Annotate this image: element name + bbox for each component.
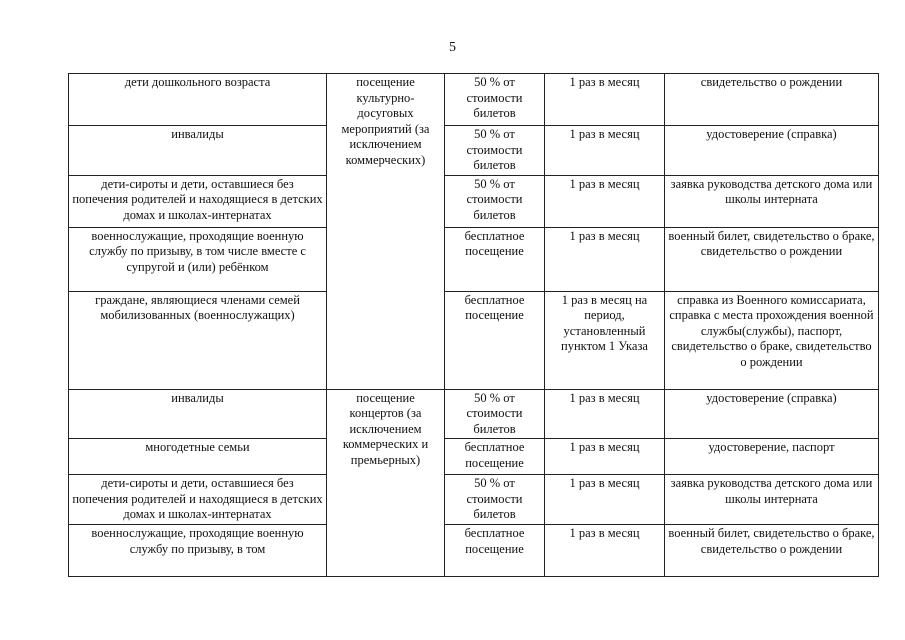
frequency-cell: 1 раз в месяц [545,439,665,475]
document-cell: свидетельство о рождении [665,74,879,126]
frequency-cell: 1 раз в месяц [545,74,665,126]
category-cell: дети-сироты и дети, оставшиеся без попечения родителей и находящиеся в детских домах и школах-интернатах [69,175,327,227]
benefit-cell: 50 % от стоимости билетов [445,175,545,227]
category-cell: граждане, являющиеся членами семей мобилизованных (военнослужащих) [69,291,327,389]
benefits-table [68,73,879,577]
table-row [69,74,879,126]
event-cell: посещение культурно-досуговых мероприятий (за исключением коммерческих) [327,74,445,390]
document-cell: военный билет, свидетельство о браке, свидетельство о рождении [665,227,879,291]
benefit-cell: бесплатное посещение [445,439,545,475]
category-cell: инвалиды [69,126,327,176]
document-cell: удостоверение (справка) [665,126,879,176]
table-row [69,175,879,227]
category-cell: дети дошкольного возраста [69,74,327,126]
frequency-cell: 1 раз в месяц [545,175,665,227]
benefit-cell: 50 % от стоимости билетов [445,389,545,439]
table-row [69,126,879,176]
benefit-cell: 50 % от стоимости билетов [445,475,545,525]
event-cell: посещение концертов (за исключением коммерческих и премьерных) [327,389,445,577]
page-number: 5 [449,40,456,55]
table-row [69,439,879,475]
benefit-cell: 50 % от стоимости билетов [445,126,545,176]
table-row [69,389,879,439]
benefit-cell: бесплатное посещение [445,227,545,291]
document-cell: заявка руководства детского дома или школы интерната [665,475,879,525]
category-cell: инвалиды [69,389,327,439]
document-cell: удостоверение (справка) [665,389,879,439]
frequency-cell: 1 раз в месяц [545,525,665,577]
table-row [69,227,879,291]
benefit-cell: 50 % от стоимости билетов [445,74,545,126]
document-cell: военный билет, свидетельство о браке, свидетельство о рождении [665,525,879,577]
category-cell: дети-сироты и дети, оставшиеся без попечения родителей и находящиеся в детских домах и школах-интернатах [69,475,327,525]
benefit-cell: бесплатное посещение [445,525,545,577]
category-cell: военнослужащие, проходящие военную службу по призыву, в том числе вместе с супругой и (или) ребёнком [69,227,327,291]
frequency-cell: 1 раз в месяц [545,475,665,525]
document-cell: справка из Военного комиссариата, справка с места прохождения военной службы(службы), паспорт, свидетельство о браке, свидетельство о рождении [665,291,879,389]
frequency-cell: 1 раз в месяц [545,126,665,176]
benefit-cell: бесплатное посещение [445,291,545,389]
frequency-cell: 1 раз в месяц [545,389,665,439]
table-row [69,475,879,525]
category-cell: многодетные семьи [69,439,327,475]
document-cell: заявка руководства детского дома или школы интерната [665,175,879,227]
table-row [69,291,879,389]
category-cell: военнослужащие, проходящие военную службу по призыву, в том [69,525,327,577]
frequency-cell: 1 раз в месяц на период, установленный пунктом 1 Указа [545,291,665,389]
document-cell: удостоверение, паспорт [665,439,879,475]
table-row [69,525,879,577]
frequency-cell: 1 раз в месяц [545,227,665,291]
